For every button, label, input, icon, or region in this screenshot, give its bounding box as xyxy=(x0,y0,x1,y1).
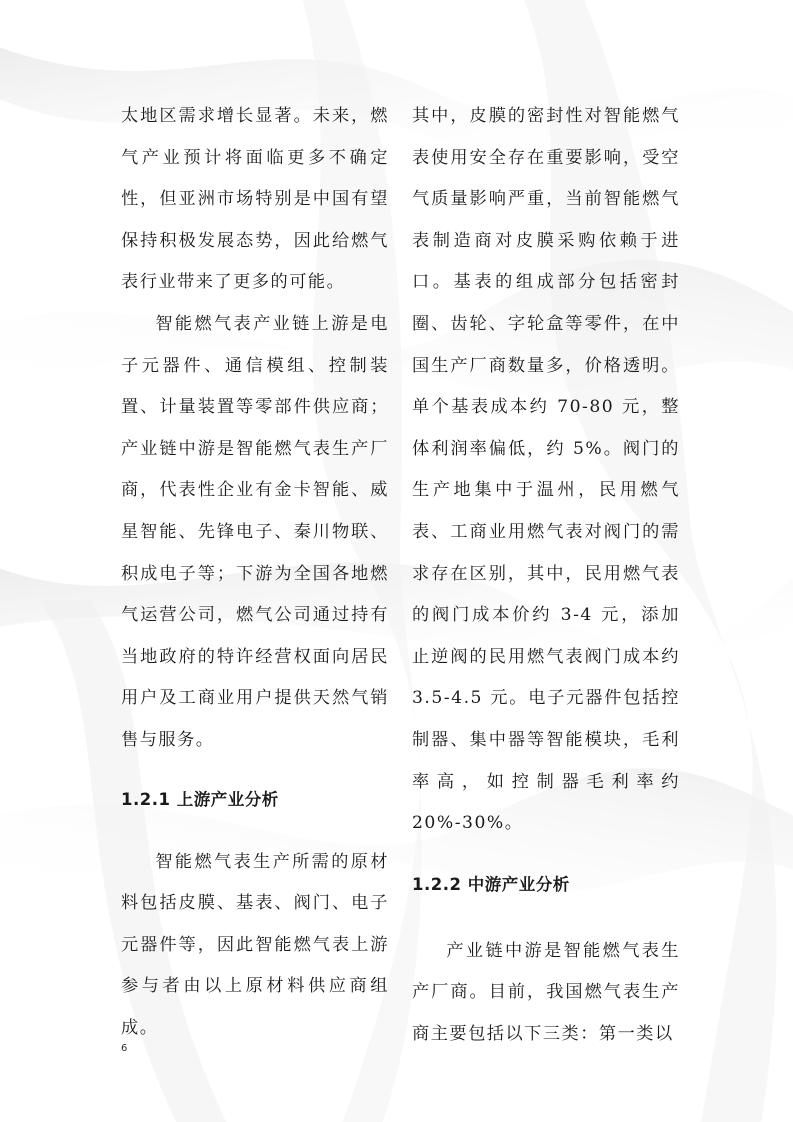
paragraph: 其中，皮膜的密封性对智能燃气表使用安全存在重要影响，受空气质量影响严重，当前智能燃气表制造商对皮膜采购依赖于进口。基表的组成部分包括密封圈、齿轮、字轮盒等零件，在中国生产厂商数量多，价格透明。单个基表成本约 70-80 元，整体利润率偏低，约 5%。阀门的生产地集中于温州，民用燃气表、工商业用燃气表对阀门的需求存在区别，其中，民用燃气表的阀门成本价约 3-4 元，添加止逆阀的民用燃气表阀门成本约 3.5-4.5 元。电子元器件包括控制器、集中器等智能模块，毛利率高，如控制器毛利率约 20%-30%。 xyxy=(412,106,680,834)
left-column xyxy=(121,96,389,1049)
page-number: 6 xyxy=(121,1043,128,1054)
paragraph: 智能燃气表生产所需的原材料包括皮膜、基表、阀门、电子元器件等，因此智能燃气表上游参与者由以上原材料供应商组成。 xyxy=(121,851,389,1038)
paragraph: 智能燃气表产业链上游是电子元器件、通信模组、控制装置、计量装置等零部件供应商；产业链中游是智能燃气表生产厂商，代表性企业有金卡智能、威星智能、先锋电子、秦川物联、积成电子等；下游为全国各地燃气运营公司，燃气公司通过持有当地政府的特许经营权面向居民用户及工商业用户提供天然气销售与服务。 xyxy=(121,313,389,750)
section-heading: 1.2.2 中游产业分析 xyxy=(412,874,570,894)
section-heading: 1.2.1 上游产业分析 xyxy=(121,789,279,809)
right-column xyxy=(412,96,680,1055)
paragraph: 太地区需求增长显著。未来，燃气产业预计将面临更多不确定性，但亚洲市场特别是中国有望保持积极发展态势，因此给燃气表行业带来了更多的可能。 xyxy=(121,106,389,293)
paragraph: 产业链中游是智能燃气表生产厂商。目前，我国燃气表生产商主要包括以下三类：第一类以 xyxy=(412,940,680,1044)
